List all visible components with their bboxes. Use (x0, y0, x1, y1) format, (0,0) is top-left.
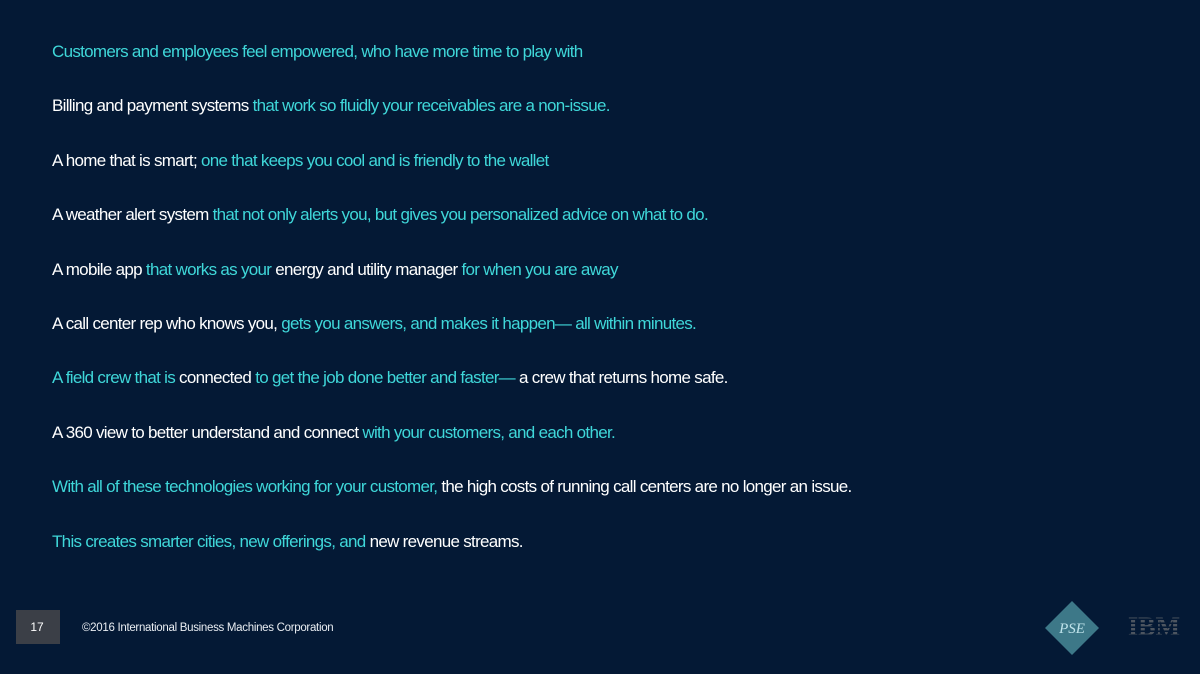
body-text: A 360 view to better understand and connect (52, 422, 363, 442)
highlight-text: that not only alerts you, but gives you personalized advice on what to do. (212, 205, 708, 225)
body-text: A call center rep who knows you, (52, 314, 282, 333)
body-text: a crew that returns home safe. (519, 368, 728, 388)
body-text: Billing and payment systems (52, 96, 253, 116)
highlight-text: that works as your (145, 259, 276, 279)
copyright-text: ©2016 International Business Machines Corporation (82, 622, 334, 634)
body-text: energy and utility manager (275, 259, 462, 279)
highlight-text: With all of these technologies working for your customer, (52, 477, 442, 497)
pse-logo (1044, 600, 1100, 656)
highlight-text: that work so fluidly your receivables are a non-issue. (252, 96, 610, 116)
body-text: A home that is smart; (52, 150, 201, 170)
body-line (52, 366, 728, 390)
body-line (52, 258, 618, 282)
highlight-text: one that keeps you cool and is friendly to the wallet (201, 150, 549, 170)
ibm-logo (1124, 612, 1184, 640)
ibm-logo-text: IBM (1128, 612, 1180, 640)
body-text: A mobile app (52, 259, 146, 279)
body-line (52, 40, 582, 64)
body-line (52, 312, 696, 336)
body-line (52, 421, 615, 445)
highlight-text: A field crew that is (52, 368, 180, 388)
highlight-text: to get the job done better and faster— (255, 368, 520, 388)
page-number: 17 (16, 610, 60, 644)
highlight-text: for when you are away (461, 259, 618, 279)
body-line (52, 149, 549, 173)
body-text: A weather alert system (52, 205, 213, 225)
body-text: the high costs of running call centers are no longer an issue. (441, 477, 852, 497)
body-text: new revenue streams. (369, 531, 523, 551)
body-line (52, 475, 852, 499)
body-line (52, 530, 523, 554)
pse-logo-text: PSE (1059, 621, 1085, 637)
body-line (52, 203, 708, 227)
highlight-text: with your customers, and each other. (362, 422, 616, 442)
highlight-text: gets you answers, and makes it happen— all within minutes. (281, 314, 697, 333)
body-line (52, 94, 610, 118)
body-text: connected (179, 368, 256, 388)
highlight-text: This creates smarter cities, new offerings, and (52, 531, 370, 551)
highlight-text: Customers and employees feel empowered, who have more time to play with (52, 42, 583, 61)
